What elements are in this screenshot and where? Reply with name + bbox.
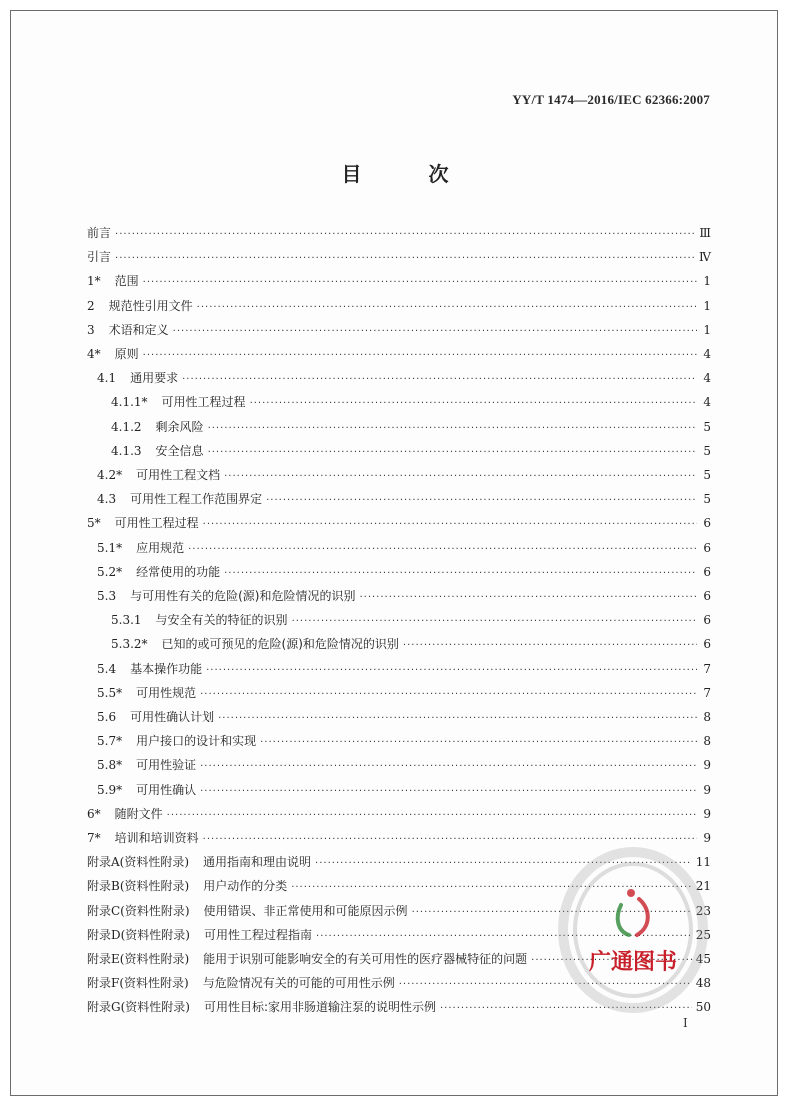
- toc-entry[interactable]: [87, 781, 711, 801]
- toc-entry-label: 用户动作的分类: [203, 879, 288, 894]
- toc-entry[interactable]: [87, 950, 711, 970]
- toc-entry-number: 4.2*: [97, 468, 123, 482]
- toc-entry-leader: [143, 277, 697, 288]
- toc-entry[interactable]: [87, 732, 711, 752]
- footer-page-number: I: [683, 1016, 688, 1030]
- toc-entry-page: 8: [703, 710, 711, 724]
- toc-entry-page: Ⅲ: [699, 226, 711, 240]
- toc-entry-leader: [224, 471, 697, 482]
- toc-entry[interactable]: [87, 974, 711, 994]
- toc-entry-page: 1: [703, 322, 711, 337]
- toc-entry-number: 4.1: [97, 371, 117, 386]
- toc-entry-label: 可用性工程过程指南: [204, 927, 313, 942]
- toc-entry[interactable]: [87, 902, 711, 922]
- toc-entry-label: 可用性工程过程: [161, 395, 246, 410]
- toc-entry-leader: [291, 882, 692, 893]
- toc-entry-page: 6: [703, 540, 711, 555]
- toc-entry-number: 附录A(资料性附录): [87, 855, 190, 870]
- toc-entry-label: 能用于识别可能影响安全的有关可用性的医疗器械特征的问题: [203, 952, 528, 966]
- toc-entry[interactable]: [87, 660, 711, 680]
- toc-entry-number: 7*: [87, 831, 101, 845]
- toc-entry-label: 随附文件: [114, 806, 163, 821]
- toc-entry-page: 8: [703, 734, 711, 749]
- page-title: 目 次: [341, 162, 479, 186]
- toc-entry-number: 1*: [87, 274, 101, 289]
- toc-entry-number: 5.5*: [97, 685, 123, 700]
- toc-entry[interactable]: [87, 756, 711, 776]
- toc-entry-label: 引言: [87, 250, 112, 265]
- toc-entry-number: 2: [87, 298, 95, 313]
- toc-entry[interactable]: [87, 684, 711, 704]
- toc-entry-number: 3: [87, 322, 95, 337]
- toc-entry-label: 可用性工程过程: [114, 516, 199, 531]
- toc-entry-leader: [412, 907, 692, 918]
- toc-entry-number: 5.4: [97, 661, 117, 676]
- toc-entry[interactable]: [87, 466, 711, 486]
- toc-entry[interactable]: [87, 829, 711, 849]
- toc-entry[interactable]: [87, 490, 711, 510]
- toc-entry[interactable]: [87, 369, 711, 389]
- toc-entry-leader: [266, 495, 697, 506]
- toc-entry-number: 5.2*: [97, 564, 123, 579]
- toc-entry-number: 6*: [87, 806, 101, 821]
- toc-entry-page: 9: [703, 806, 711, 821]
- toc-entry[interactable]: [87, 853, 711, 873]
- toc-entry[interactable]: [87, 345, 711, 365]
- toc-entry-label: 可用性工程文档: [136, 468, 221, 482]
- toc-entry-leader: [224, 568, 697, 579]
- toc-entry-leader: [203, 834, 697, 845]
- toc-entry-number: 5.8*: [97, 758, 123, 773]
- toc-entry-page: 9: [703, 782, 711, 797]
- toc-entry-leader: [218, 713, 697, 724]
- toc-entry-label: 可用性目标:家用非肠道输注泵的说明性示例: [203, 1000, 436, 1015]
- toc-entry-leader: [208, 447, 697, 458]
- toc-entry-label: 前言: [87, 226, 112, 240]
- toc-entry[interactable]: [87, 514, 711, 534]
- toc-entry-leader: [250, 398, 697, 409]
- toc-entry[interactable]: [87, 805, 711, 825]
- toc-entry[interactable]: [87, 539, 711, 559]
- stamp-text: 广通图书: [588, 950, 678, 975]
- toc-entry-number: 5.6: [97, 710, 117, 724]
- toc-entry-page: 7: [703, 685, 711, 700]
- toc-entry-number: 4.1.3: [111, 443, 142, 458]
- toc-entry-page: 6: [703, 613, 711, 628]
- toc-entry[interactable]: [87, 708, 711, 728]
- toc-entry-leader: [203, 519, 697, 530]
- toc-entry-page: 4: [703, 347, 711, 361]
- toc-entry-label: 培训和培训资料: [114, 831, 199, 845]
- toc-entry-label: 与危险情况有关的可能的可用性示例: [202, 976, 395, 991]
- toc-entry-number: 5.3: [97, 589, 117, 603]
- toc-entry-page: 25: [695, 927, 711, 942]
- toc-entry-number: 附录G(资料性附录): [87, 1000, 190, 1015]
- toc-entry-number: 附录F(资料性附录): [87, 976, 189, 991]
- toc-entry[interactable]: [87, 224, 711, 244]
- toc-entry[interactable]: [87, 998, 711, 1018]
- toc-entry-page: Ⅳ: [699, 250, 711, 265]
- toc-entry[interactable]: [87, 297, 711, 317]
- toc-entry-leader: [173, 326, 697, 337]
- toc-entry-leader: [260, 737, 697, 748]
- toc-entry-number: 附录C(资料性附录): [87, 903, 190, 918]
- toc-entry[interactable]: [87, 611, 711, 631]
- toc-entry-number: 5.3.1: [111, 613, 142, 628]
- toc-entry-page: 6: [703, 516, 711, 531]
- toc-entry-page: 48: [695, 976, 711, 991]
- toc-entry-page: 5: [703, 468, 711, 482]
- toc-entry-leader: [359, 592, 697, 603]
- toc-entry-label: 可用性确认计划: [130, 710, 215, 724]
- toc-entry-page: 11: [695, 855, 711, 870]
- toc-entry-leader: [440, 1003, 692, 1014]
- toc-entry-page: 23: [695, 903, 711, 918]
- toc-entry[interactable]: [87, 442, 711, 462]
- toc-entry-number: 5.3.2*: [111, 637, 148, 652]
- toc-entry-label: 规范性引用文件: [108, 298, 193, 313]
- toc-entry[interactable]: [87, 563, 711, 583]
- toc-entry-leader: [197, 302, 697, 313]
- toc-entry-leader: [115, 229, 695, 240]
- toc-entry[interactable]: [87, 272, 711, 292]
- toc-entry-page: 1: [703, 298, 711, 313]
- toc-entry-number: 5*: [87, 516, 101, 531]
- toc-entry-leader: [316, 931, 692, 942]
- toc-entry-page: 6: [703, 637, 711, 652]
- toc-entry-label: 使用错误、非正常使用和可能原因示例: [203, 903, 408, 918]
- toc-entry-page: 1: [703, 274, 711, 289]
- toc-entry-page: 6: [703, 589, 711, 603]
- toc-entry-label: 术语和定义: [108, 322, 169, 337]
- toc-entry-page: 4: [703, 395, 711, 410]
- toc-entry-leader: [200, 689, 697, 700]
- toc-entry-number: 5.1*: [97, 540, 123, 555]
- toc-entry[interactable]: [87, 635, 711, 655]
- toc-entry-number: 5.7*: [97, 734, 123, 749]
- toc-entry-label: 通用指南和理由说明: [203, 855, 312, 870]
- toc-entry-page: 6: [703, 564, 711, 579]
- toc-entry-label: 安全信息: [155, 443, 204, 458]
- toc-entry[interactable]: [87, 926, 711, 946]
- toc-entry-label: 可用性工程工作范围界定: [130, 492, 263, 507]
- toc-entry-label: 与安全有关的特征的识别: [155, 613, 288, 628]
- toc-entry-leader: [399, 979, 692, 990]
- toc-entry-label: 已知的或可预见的危险(源)和危险情况的识别: [161, 637, 399, 652]
- toc-entry-label: 基本操作功能: [130, 661, 203, 676]
- toc-entry[interactable]: [87, 587, 711, 607]
- toc-entry-number: 4*: [87, 347, 101, 361]
- toc-entry-number: 附录E(资料性附录): [87, 952, 190, 966]
- toc-entry-leader: [143, 350, 697, 361]
- toc-entry-page: 5: [703, 443, 711, 458]
- toc-entry[interactable]: [87, 418, 711, 438]
- toc-entry-leader: [200, 761, 697, 772]
- toc-entry-leader: [208, 423, 697, 434]
- toc-entry-label: 剩余风险: [155, 419, 204, 434]
- toc-entry-leader: [188, 544, 697, 555]
- toc-entry-number: 附录B(资料性附录): [87, 879, 190, 894]
- toc-entry-page: 45: [695, 952, 711, 966]
- toc-entry-leader: [167, 810, 697, 821]
- toc-entry-leader: [315, 858, 692, 869]
- toc-entry[interactable]: [87, 393, 711, 413]
- toc-entry-number: 4.1.2: [111, 419, 142, 434]
- toc-entry-label: 用户接口的设计和实现: [136, 734, 257, 749]
- toc-entry-label: 范围: [114, 274, 139, 289]
- toc-entry-label: 可用性规范: [136, 685, 197, 700]
- toc-entry-leader: [200, 786, 697, 797]
- toc-entry-label: 可用性验证: [136, 758, 197, 773]
- toc-entry-leader: [403, 640, 697, 651]
- toc-entry-page: 4: [703, 371, 711, 386]
- toc-entry-page: 50: [695, 1000, 711, 1015]
- toc-entry-label: 原则: [114, 347, 139, 361]
- toc-entry-leader: [206, 665, 697, 676]
- toc-entry-leader: [292, 616, 697, 627]
- toc-entry-page: 9: [703, 831, 711, 845]
- toc-entry-number: 4.1.1*: [111, 395, 148, 410]
- toc-entry-label: 与可用性有关的危险(源)和危险情况的识别: [130, 589, 356, 603]
- document-code: YY/T 1474—2016/IEC 62366:2007: [512, 92, 710, 107]
- toc-entry[interactable]: [87, 877, 711, 897]
- toc-entry-label: 通用要求: [130, 371, 179, 386]
- toc-entry-page: 21: [695, 879, 711, 894]
- toc-entry-page: 5: [703, 492, 711, 507]
- toc-entry-number: 附录D(资料性附录): [87, 927, 190, 942]
- toc-entry-label: 经常使用的功能: [136, 564, 221, 579]
- toc-entry[interactable]: [87, 321, 711, 341]
- toc-entry-number: 5.9*: [97, 782, 123, 797]
- toc-entry-label: 可用性确认: [136, 782, 197, 797]
- toc-entry-page: 7: [703, 661, 711, 676]
- toc-entry-page: 5: [703, 419, 711, 434]
- toc-entry-leader: [182, 374, 697, 385]
- toc-entry[interactable]: [87, 248, 711, 268]
- toc-entry-leader: [531, 955, 692, 966]
- toc-entry-leader: [115, 253, 695, 264]
- toc-entry-label: 应用规范: [136, 540, 185, 555]
- toc-entry-page: 9: [703, 758, 711, 773]
- toc-entry-number: 4.3: [97, 492, 117, 507]
